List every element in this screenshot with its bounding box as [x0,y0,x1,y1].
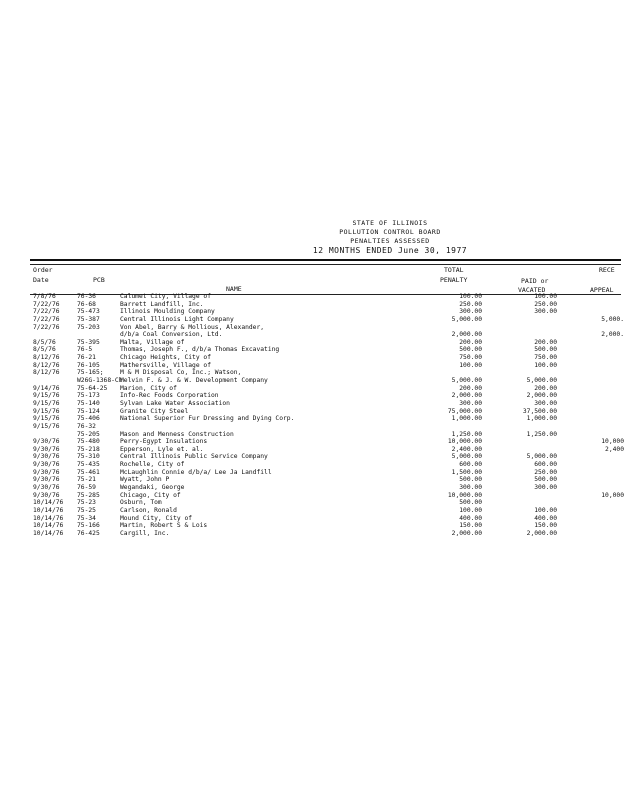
header-rule-second [30,264,621,265]
row-name: Granite City Steel [120,407,189,415]
header-period: 12 MONTHS ENDED June 30, 1977 [312,246,468,255]
table-row [0,362,621,370]
header-rule-top [30,259,621,261]
row-date: 9/30/76 [33,445,60,453]
row-pcb: 75-205 [77,430,100,438]
row-pcb: 75-203 [77,323,100,331]
row-penalty: 1,500.00 [451,468,482,476]
row-penalty: 2,400.00 [451,445,482,453]
row-date: 10/14/76 [33,522,64,530]
row-pcb: 75-23 [77,499,96,507]
row-name: Barrett Landfill, Inc. [120,300,204,308]
row-penalty: 2,000.00 [451,529,482,537]
row-penalty: 250.00 [459,300,482,308]
row-appeal: 2,400 [605,445,624,453]
row-penalty: 10,000.00 [447,438,482,446]
row-vacated: 500.00 [534,346,557,354]
row-date: 9/15/76 [33,415,60,423]
row-name: Chicago Heights, City of [120,354,211,362]
row-vacated: 250.00 [534,468,557,476]
penalty-table [0,293,624,538]
row-vacated: 100.00 [534,293,557,300]
row-pcb: 75-473 [77,308,100,316]
row-penalty: 5,000.00 [451,377,482,385]
row-penalty: 500.00 [459,476,482,484]
row-penalty: 100.00 [459,293,482,300]
row-name: Mound City, City of [120,514,193,522]
row-pcb: 75-218 [77,445,100,453]
row-date: 8/5/76 [33,338,56,346]
table-row [0,461,621,469]
header-board: POLLUTION CONTROL BOARD [339,228,441,236]
row-pcb: 75-406 [77,415,100,423]
row-name: Central Illinois Light Company [120,315,234,323]
row-name: Calumet City, Village of [120,293,211,300]
row-pcb: 76-105 [77,361,100,369]
row-vacated: 200.00 [534,384,557,392]
row-date: 10/14/76 [33,514,64,522]
row-name: Chicago, City of [120,491,181,499]
row-pcb: 75-387 [77,315,100,323]
col-rece: RECE [599,266,615,274]
row-name: Perry-Egypt Insulations [120,438,208,446]
row-pcb: 75-165; [77,369,104,377]
row-date: 8/12/76 [33,354,60,362]
table-row [0,530,621,538]
row-appeal: 10,000 [601,491,624,499]
table-row [0,308,621,316]
row-pcb: 75-435 [77,461,100,469]
table-row [0,369,621,377]
row-penalty: 600.00 [459,461,482,469]
row-date: 7/22/76 [33,323,60,331]
col-paid: PAID or [521,277,549,285]
row-vacated: 1,250.00 [526,430,557,438]
row-vacated: 250.00 [534,300,557,308]
row-name: Malta, Village of [120,338,185,346]
row-pcb: W26G-1368-Ch [77,377,123,385]
row-vacated: 100.00 [534,506,557,514]
row-vacated: 5,000.00 [526,453,557,461]
row-penalty: 200.00 [459,338,482,346]
row-name: Info-Rec Foods Corporation [120,392,219,400]
row-name: Wegandaki, George [120,484,185,492]
table-row [0,324,621,332]
row-vacated: 5,000.00 [526,377,557,385]
row-penalty: 5,000.00 [451,315,482,323]
table-row [0,515,621,523]
table-row [0,445,624,454]
row-name: Sylvan Lake Water Association [120,399,230,407]
row-penalty: 200.00 [459,384,482,392]
row-date: 10/14/76 [33,506,64,514]
table-row [0,331,624,339]
row-penalty: 1,250.00 [451,430,482,438]
row-date: 8/12/76 [33,361,60,369]
row-pcb: 75-173 [77,392,100,400]
row-vacated: 2,000.00 [526,392,557,400]
row-vacated: 300.00 [534,399,557,407]
table-row [0,392,621,400]
row-pcb: 75-461 [77,468,100,476]
row-name: Cargill, Inc. [120,529,170,537]
row-vacated: 200.00 [534,338,557,346]
row-date: 9/30/76 [33,453,60,461]
table-row [0,315,624,324]
row-pcb: 75-34 [77,514,96,522]
row-date: 9/30/76 [33,491,60,499]
row-penalty: 75,000.00 [447,407,482,415]
row-vacated: 150.00 [534,522,557,530]
row-name: Melvin F. & J. & W. Development Company [120,377,268,385]
col-appeal: APPEAL [590,286,614,294]
row-name: Wyatt, John P [120,476,170,484]
col-pcb: PCB [93,276,105,284]
table-row [0,415,621,423]
row-appeal: 2,000. [601,331,624,339]
row-date: 9/14/76 [33,384,60,392]
row-name: Marion, City of [120,384,177,392]
row-name: Mason and Menness Construction [120,430,234,438]
row-name: Illinois Moulding Company [120,308,215,316]
row-name: M & M Disposal Co, Inc.; Watson, [120,369,242,377]
row-name: Central Illinois Public Service Company [120,453,268,461]
row-name: Carlson, Ronald [120,506,177,514]
row-penalty: 2,000.00 [451,331,482,339]
row-pcb: 76-425 [77,529,100,537]
row-date: 7/22/76 [33,308,60,316]
row-penalty: 750.00 [459,354,482,362]
col-vacated: VACATED [518,286,546,294]
table-row [0,453,621,461]
table-row [0,301,621,309]
table-row [0,438,624,446]
table-row [0,499,621,507]
row-vacated: 1,000.00 [526,415,557,423]
row-penalty: 100.00 [459,361,482,369]
row-date: 9/15/76 [33,407,60,415]
row-pcb: 75-124 [77,407,100,415]
row-penalty: 1,000.00 [451,415,482,423]
row-vacated: 100.00 [534,361,557,369]
row-name: Thomas, Joseph F., d/b/a Thomas Excavating [120,346,280,354]
row-date: 9/15/76 [33,392,60,400]
row-vacated: 750.00 [534,354,557,362]
row-pcb: 75-25 [77,506,96,514]
row-penalty: 2,000.00 [451,392,482,400]
table-row [0,339,621,347]
row-pcb: 76-5 [77,346,93,354]
col-penalty: PENALTY [440,276,468,284]
table-row [0,385,621,393]
row-vacated: 400.00 [534,514,557,522]
row-vacated: 300.00 [534,308,557,316]
row-appeal: 5,000. [601,315,624,323]
table-row [0,431,621,439]
row-pcb: 75-310 [77,453,100,461]
row-pcb: 76-68 [77,300,96,308]
row-name: Osburn, Tom [120,499,162,507]
row-date: 10/14/76 [33,499,64,507]
table-row [0,408,621,416]
row-name: d/b/a Coal Conversion, Ltd. [120,331,223,339]
row-penalty: 10,000.00 [447,491,482,499]
table-row [0,476,621,484]
row-penalty: 400.00 [459,514,482,522]
table-row [0,522,621,530]
table-row [0,491,624,500]
row-name: National Superior Fur Dressing and Dying Corp. [120,415,295,423]
row-penalty: 150.00 [459,522,482,530]
row-pcb: 75-64-25 [77,384,108,392]
row-date: 7/8/76 [33,293,56,300]
table-row [0,377,621,385]
table-row [0,484,621,492]
table-row [0,507,621,515]
table-row [0,423,621,431]
row-vacated: 300.00 [534,484,557,492]
row-pcb: 75-480 [77,438,100,446]
row-date: 9/15/76 [33,399,60,407]
row-penalty: 5,000.00 [451,453,482,461]
row-date: 8/5/76 [33,346,56,354]
header-state: STATE OF ILLINOIS [352,219,428,227]
row-name: Mathersville, Village of [120,361,211,369]
row-date: 10/14/76 [33,529,64,537]
row-date: 9/15/76 [33,422,60,430]
row-pcb: 75-285 [77,491,100,499]
row-date: 9/30/76 [33,484,60,492]
table-row [0,469,621,477]
row-pcb: 75-166 [77,522,100,530]
row-name: Epperson, Lyle et. al. [120,445,204,453]
col-name: NAME [226,285,242,293]
row-vacated: 2,000.00 [526,529,557,537]
row-date: 9/30/76 [33,438,60,446]
row-pcb: 75-21 [77,476,96,484]
row-penalty: 100.00 [459,506,482,514]
row-penalty: 300.00 [459,308,482,316]
row-penalty: 500.00 [459,499,482,507]
row-date: 9/30/76 [33,468,60,476]
col-total: TOTAL [444,266,464,274]
row-vacated: 37,500.00 [522,407,557,415]
table-row [0,293,621,301]
row-vacated: 600.00 [534,461,557,469]
row-name: McLaughlin Connie d/b/a/ Lee Ja Landfill [120,468,272,476]
table-row [0,354,621,362]
row-pcb: 76-59 [77,484,96,492]
row-date: 9/30/76 [33,461,60,469]
row-pcb: 76-21 [77,354,96,362]
row-penalty: 300.00 [459,484,482,492]
row-date: 7/22/76 [33,315,60,323]
header-title: PENALTIES ASSESSED [350,237,430,245]
row-name: Rochelle, City of [120,461,185,469]
row-name: Von Abel, Barry & Mollious, Alexander, [120,323,265,331]
row-name: Martin, Robert S & Lois [120,522,208,530]
row-pcb: 75-140 [77,399,100,407]
row-date: 8/12/76 [33,369,60,377]
row-appeal: 10,000 [601,438,624,446]
row-pcb: 76-36 [77,293,96,300]
table-row [0,400,621,408]
row-date: 9/30/76 [33,476,60,484]
col-date: Date [33,276,49,284]
col-order: Order [33,266,53,274]
row-pcb: 75-395 [77,338,100,346]
row-pcb: 76-32 [77,422,96,430]
row-penalty: 500.00 [459,346,482,354]
row-penalty: 300.00 [459,399,482,407]
table-row [0,346,621,354]
row-vacated: 500.00 [534,476,557,484]
row-date: 7/22/76 [33,300,60,308]
